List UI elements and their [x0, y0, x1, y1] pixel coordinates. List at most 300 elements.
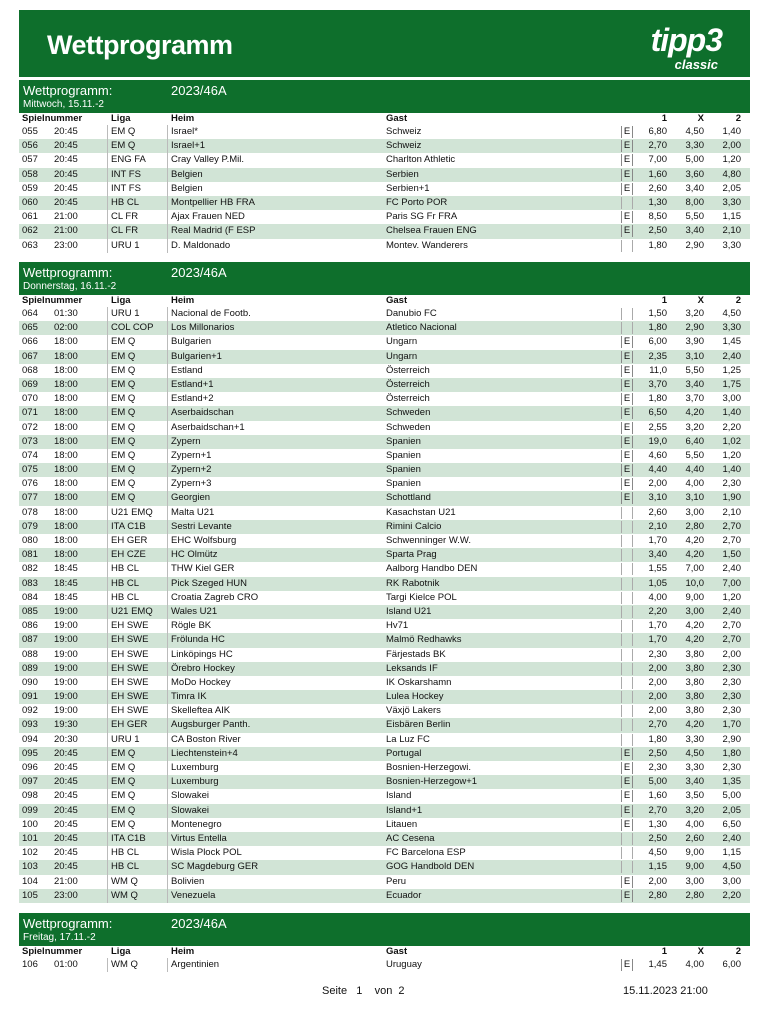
home-team: Luxemburg — [171, 762, 219, 773]
home-team: Slowakei — [171, 790, 210, 802]
column-divider — [167, 591, 168, 605]
table-row — [19, 421, 750, 435]
match-time: 21:00 — [54, 875, 78, 887]
odds-1: 2,35 — [648, 350, 667, 362]
league: EM Q — [111, 421, 136, 433]
odds-2: 1,90 — [722, 492, 741, 504]
match-number: 104 — [22, 875, 38, 887]
e-marker: E — [621, 478, 633, 490]
home-team: Sestri Levante — [171, 520, 232, 532]
column-header-1: 1 — [661, 113, 667, 124]
home-team: Pick Szeged HUN — [171, 577, 248, 589]
odds-1: 2,00 — [648, 478, 667, 490]
away-team: La Luz FC — [386, 733, 430, 745]
odds-1: 3,70 — [648, 378, 667, 390]
e-marker: E — [621, 776, 633, 788]
away-team: AC Cesena — [386, 832, 435, 844]
odds-1: 2,20 — [648, 605, 667, 617]
odds-2: 2,20 — [722, 889, 741, 901]
league: EH SWE — [111, 676, 149, 688]
home-team: Wisla Plock POL — [171, 847, 242, 859]
column-divider — [107, 718, 108, 732]
home-team: THW Kiel GER — [171, 563, 235, 575]
odds-1: 1,45 — [648, 959, 667, 970]
column-divider — [167, 182, 168, 196]
column-divider — [107, 196, 108, 210]
match-number: 072 — [22, 421, 38, 433]
column-divider — [167, 463, 168, 477]
match-number: 066 — [22, 336, 38, 348]
column-header-liga: Liga — [111, 946, 131, 957]
column-header-row — [19, 113, 750, 125]
match-number: 085 — [22, 605, 38, 617]
e-marker — [621, 563, 633, 575]
table-row — [19, 378, 750, 392]
table-row — [19, 562, 750, 576]
column-divider — [167, 804, 168, 818]
home-team: Frölunda HC — [171, 634, 225, 646]
away-team: Kasachstan U21 — [386, 506, 456, 518]
league: EM Q — [111, 393, 136, 405]
odds-x: 3,10 — [685, 492, 704, 504]
table-row — [19, 733, 750, 747]
table-row — [19, 477, 750, 491]
program-code: 2023/46A — [171, 265, 227, 280]
league: HB CL — [111, 577, 139, 589]
column-divider — [167, 818, 168, 832]
match-time: 01:00 — [54, 959, 78, 970]
match-number: 064 — [22, 308, 38, 319]
table-row — [19, 449, 750, 463]
column-divider — [107, 168, 108, 182]
e-marker — [621, 677, 633, 689]
odds-x: 2,60 — [685, 832, 704, 844]
odds-2: 2,00 — [722, 140, 741, 152]
match-time: 19:00 — [54, 605, 78, 617]
section-donnerstag — [19, 262, 750, 903]
match-time: 18:00 — [54, 492, 78, 504]
column-divider — [167, 718, 168, 732]
match-time: 20:45 — [54, 126, 78, 137]
away-team: Ungarn — [386, 336, 418, 348]
column-divider — [107, 818, 108, 832]
odds-x: 4,20 — [685, 535, 704, 546]
match-time: 19:00 — [54, 662, 78, 674]
match-number: 081 — [22, 549, 38, 561]
away-team: FC Barcelona ESP — [386, 847, 466, 859]
column-divider — [107, 605, 108, 619]
column-divider — [107, 477, 108, 491]
column-divider — [107, 733, 108, 747]
league: EM Q — [111, 790, 136, 802]
odds-1: 1,30 — [648, 818, 667, 830]
odds-2: 3,30 — [722, 196, 741, 208]
column-divider — [107, 406, 108, 420]
match-number: 093 — [22, 719, 38, 731]
home-team: CA Boston River — [171, 733, 241, 745]
table-row — [19, 605, 750, 619]
odds-x: 3,80 — [685, 662, 704, 674]
e-marker — [621, 308, 633, 320]
e-marker: E — [621, 225, 633, 237]
column-divider — [107, 846, 108, 860]
odds-2: 2,30 — [722, 705, 741, 717]
table-row — [19, 875, 750, 889]
home-team: Ajax Frauen NED — [171, 211, 245, 223]
odds-1: 2,70 — [648, 804, 667, 816]
odds-x: 5,50 — [685, 449, 704, 461]
away-team: Bosnien-Herzegow+1 — [386, 776, 478, 788]
odds-1: 1,55 — [648, 563, 667, 575]
odds-x: 3,80 — [685, 705, 704, 717]
home-team: Örebro Hockey — [171, 662, 235, 674]
odds-x: 3,90 — [685, 336, 704, 348]
column-divider — [107, 534, 108, 548]
match-number: 101 — [22, 832, 38, 844]
column-divider — [107, 860, 108, 874]
match-time: 20:30 — [54, 733, 78, 745]
column-divider — [167, 168, 168, 182]
e-marker — [621, 833, 633, 845]
odds-x: 2,90 — [685, 239, 704, 251]
away-team: Montev. Wanderers — [386, 239, 468, 251]
column-divider — [167, 406, 168, 420]
table-row — [19, 168, 750, 182]
odds-2: 2,30 — [722, 676, 741, 688]
column-divider — [107, 633, 108, 647]
odds-1: 3,10 — [648, 492, 667, 504]
column-divider — [167, 224, 168, 238]
table-row — [19, 648, 750, 662]
match-number: 096 — [22, 762, 38, 773]
odds-x: 4,00 — [685, 959, 704, 970]
table-row — [19, 364, 750, 378]
column-header-liga: Liga — [111, 113, 131, 124]
odds-2: 3,30 — [722, 239, 741, 251]
e-marker: E — [621, 422, 633, 434]
match-time: 18:00 — [54, 407, 78, 419]
home-team: Augsburger Panth. — [171, 719, 251, 731]
e-marker: E — [621, 436, 633, 448]
column-divider — [107, 506, 108, 520]
print-timestamp: 15.11.2023 21:00 — [623, 985, 708, 997]
e-marker — [621, 592, 633, 604]
column-header-heim: Heim — [171, 295, 195, 306]
away-team: Danubio FC — [386, 308, 437, 319]
table-row — [19, 860, 750, 874]
away-team: IK Oskarshamn — [386, 676, 452, 688]
odds-1: 2,55 — [648, 421, 667, 433]
column-divider — [167, 125, 168, 139]
column-divider — [167, 562, 168, 576]
odds-1: 4,60 — [648, 449, 667, 461]
table-row — [19, 548, 750, 562]
away-team: Aalborg Handbo DEN — [386, 563, 478, 575]
odds-2: 1,50 — [722, 549, 741, 561]
odds-1: 2,00 — [648, 875, 667, 887]
away-team: Paris SG Fr FRA — [386, 211, 458, 223]
away-team: Malmö Redhawks — [386, 634, 462, 646]
e-marker: E — [621, 450, 633, 462]
odds-1: 2,60 — [648, 182, 667, 194]
away-team: Island U21 — [386, 605, 432, 617]
odds-2: 1,75 — [722, 378, 741, 390]
away-team: Ecuador — [386, 889, 422, 901]
odds-1: 3,40 — [648, 549, 667, 561]
odds-1: 1,15 — [648, 861, 667, 873]
odds-2: 1,40 — [722, 407, 741, 419]
away-team: GOG Handbold DEN — [386, 861, 475, 873]
home-team: Bolivien — [171, 875, 205, 887]
odds-x: 3,20 — [685, 308, 704, 319]
table-row — [19, 832, 750, 846]
odds-x: 3,80 — [685, 691, 704, 703]
match-number: 061 — [22, 211, 38, 223]
odds-2: 3,30 — [722, 322, 741, 334]
odds-1: 2,00 — [648, 705, 667, 717]
odds-2: 6,00 — [722, 959, 741, 970]
column-divider — [167, 733, 168, 747]
match-number: 102 — [22, 847, 38, 859]
league: HB CL — [111, 196, 139, 208]
away-team: Schottland — [386, 492, 431, 504]
league: ITA C1B — [111, 520, 146, 532]
table-row — [19, 392, 750, 406]
league: INT FS — [111, 182, 141, 194]
odds-1: 2,00 — [648, 676, 667, 688]
column-divider — [167, 747, 168, 761]
odds-x: 5,00 — [685, 154, 704, 166]
match-time: 18:00 — [54, 364, 78, 376]
column-divider — [107, 491, 108, 505]
match-time: 21:00 — [54, 225, 78, 237]
column-divider — [167, 350, 168, 364]
league: EH SWE — [111, 634, 149, 646]
odds-1: 1,60 — [648, 168, 667, 180]
page-header — [19, 10, 750, 77]
column-divider — [107, 321, 108, 335]
league: EH SWE — [111, 620, 149, 632]
match-time: 19:00 — [54, 620, 78, 632]
league: EH SWE — [111, 691, 149, 703]
odds-2: 4,80 — [722, 168, 741, 180]
match-number: 091 — [22, 691, 38, 703]
column-header-row — [19, 946, 750, 958]
e-marker: E — [621, 805, 633, 817]
column-header-x: X — [697, 946, 704, 957]
odds-x: 3,30 — [685, 733, 704, 745]
column-divider — [167, 832, 168, 846]
table-row — [19, 491, 750, 505]
odds-2: 5,00 — [722, 790, 741, 802]
e-marker: E — [621, 169, 633, 181]
odds-1: 6,00 — [648, 336, 667, 348]
odds-x: 3,40 — [685, 225, 704, 237]
match-time: 19:00 — [54, 705, 78, 717]
odds-2: 2,30 — [722, 691, 741, 703]
home-team: Aserbaidschan+1 — [171, 421, 245, 433]
away-team: Leksands IF — [386, 662, 438, 674]
home-team: Venezuela — [171, 889, 216, 901]
odds-2: 1,40 — [722, 126, 741, 137]
away-team: Växjö Lakers — [386, 705, 441, 717]
e-marker — [621, 620, 633, 632]
table-row — [19, 889, 750, 903]
match-number: 068 — [22, 364, 38, 376]
odds-1: 2,70 — [648, 140, 667, 152]
section-label: Wettprogramm: — [23, 83, 113, 98]
league: EM Q — [111, 804, 136, 816]
odds-2: 1,15 — [722, 847, 741, 859]
match-time: 23:00 — [54, 889, 78, 901]
column-header-2: 2 — [735, 295, 741, 306]
league: URU 1 — [111, 733, 140, 745]
column-header-nr: Spielnummer — [22, 946, 83, 957]
league: CL FR — [111, 225, 139, 237]
match-time: 19:00 — [54, 676, 78, 688]
away-team: Hv71 — [386, 620, 409, 632]
section-band — [19, 913, 750, 946]
column-divider — [107, 239, 108, 253]
match-time: 20:45 — [54, 847, 78, 859]
home-team: MoDo Hockey — [171, 676, 231, 688]
match-number: 063 — [22, 239, 38, 251]
odds-2: 2,05 — [722, 182, 741, 194]
odds-1: 4,00 — [648, 591, 667, 603]
e-marker — [621, 691, 633, 703]
odds-x: 7,00 — [685, 563, 704, 575]
section-date: Donnerstag, 16.11.-2 — [23, 281, 117, 292]
odds-2: 6,50 — [722, 818, 741, 830]
home-team: Montpellier HB FRA — [171, 196, 255, 208]
table-row — [19, 676, 750, 690]
column-divider — [167, 392, 168, 406]
column-divider — [107, 889, 108, 903]
match-time: 20:45 — [54, 747, 78, 759]
column-divider — [107, 789, 108, 803]
e-marker: E — [621, 407, 633, 419]
home-team: Virtus Entella — [171, 832, 227, 844]
home-team: HC Olmütz — [171, 549, 218, 561]
column-divider — [107, 690, 108, 704]
column-divider — [107, 704, 108, 718]
league: EM Q — [111, 336, 136, 348]
column-divider — [107, 520, 108, 534]
match-number: 059 — [22, 182, 38, 194]
odds-1: 1,80 — [648, 239, 667, 251]
column-divider — [167, 335, 168, 349]
match-time: 21:00 — [54, 211, 78, 223]
e-marker: E — [621, 819, 633, 831]
column-divider — [167, 239, 168, 253]
odds-x: 9,00 — [685, 847, 704, 859]
page-number: Seite 1 von 2 — [322, 985, 405, 997]
home-team: Skelleftea AIK — [171, 705, 231, 717]
odds-x: 3,50 — [685, 790, 704, 802]
e-marker — [621, 507, 633, 519]
match-number: 103 — [22, 861, 38, 873]
column-header-1: 1 — [661, 295, 667, 306]
e-marker — [621, 521, 633, 533]
away-team: Färjestads BK — [386, 648, 446, 660]
match-time: 20:45 — [54, 804, 78, 816]
odds-x: 9,00 — [685, 861, 704, 873]
match-time: 20:45 — [54, 776, 78, 788]
column-divider — [167, 619, 168, 633]
column-divider — [167, 435, 168, 449]
match-number: 079 — [22, 520, 38, 532]
match-number: 065 — [22, 322, 38, 334]
e-marker — [621, 734, 633, 746]
away-team: Spanien — [386, 449, 421, 461]
odds-2: 1,25 — [722, 364, 741, 376]
league: EM Q — [111, 364, 136, 376]
away-team: Eisbären Berlin — [386, 719, 451, 731]
match-time: 18:00 — [54, 449, 78, 461]
match-number: 082 — [22, 563, 38, 575]
match-time: 20:45 — [54, 154, 78, 166]
league: EM Q — [111, 492, 136, 504]
league: HB CL — [111, 563, 139, 575]
home-team: Liechtenstein+4 — [171, 747, 238, 759]
table-row — [19, 619, 750, 633]
odds-1: 6,50 — [648, 407, 667, 419]
column-header-heim: Heim — [171, 946, 195, 957]
odds-2: 2,40 — [722, 605, 741, 617]
odds-x: 3,60 — [685, 168, 704, 180]
column-divider — [107, 224, 108, 238]
column-divider — [107, 350, 108, 364]
home-team: Wales U21 — [171, 605, 218, 617]
away-team: Litauen — [386, 818, 418, 830]
match-time: 20:45 — [54, 168, 78, 180]
league: EM Q — [111, 464, 136, 476]
odds-2: 2,10 — [722, 225, 741, 237]
column-divider — [107, 182, 108, 196]
odds-1: 1,70 — [648, 634, 667, 646]
column-divider — [167, 153, 168, 167]
column-divider — [107, 562, 108, 576]
column-divider — [107, 804, 108, 818]
column-divider — [107, 662, 108, 676]
league: URU 1 — [111, 239, 140, 251]
column-header-nr: Spielnummer — [22, 113, 83, 124]
away-team: Bosnien-Herzegowi. — [386, 762, 472, 773]
odds-1: 2,60 — [648, 506, 667, 518]
match-number: 060 — [22, 196, 38, 208]
column-divider — [167, 958, 168, 972]
match-number: 084 — [22, 591, 38, 603]
match-time: 18:00 — [54, 549, 78, 561]
column-divider — [107, 435, 108, 449]
odds-x: 2,90 — [685, 322, 704, 334]
column-divider — [167, 307, 168, 321]
logo-sub: classic — [674, 57, 718, 72]
odds-x: 3,30 — [685, 762, 704, 773]
home-team: Cray Valley P.Mil. — [171, 154, 245, 166]
match-time: 02:00 — [54, 322, 78, 334]
match-number: 088 — [22, 648, 38, 660]
league: EM Q — [111, 350, 136, 362]
odds-x: 3,40 — [685, 378, 704, 390]
column-divider — [107, 747, 108, 761]
odds-2: 2,30 — [722, 662, 741, 674]
e-marker — [621, 578, 633, 590]
column-header-2: 2 — [735, 113, 741, 124]
column-divider — [167, 477, 168, 491]
odds-x: 3,80 — [685, 648, 704, 660]
match-number: 090 — [22, 676, 38, 688]
